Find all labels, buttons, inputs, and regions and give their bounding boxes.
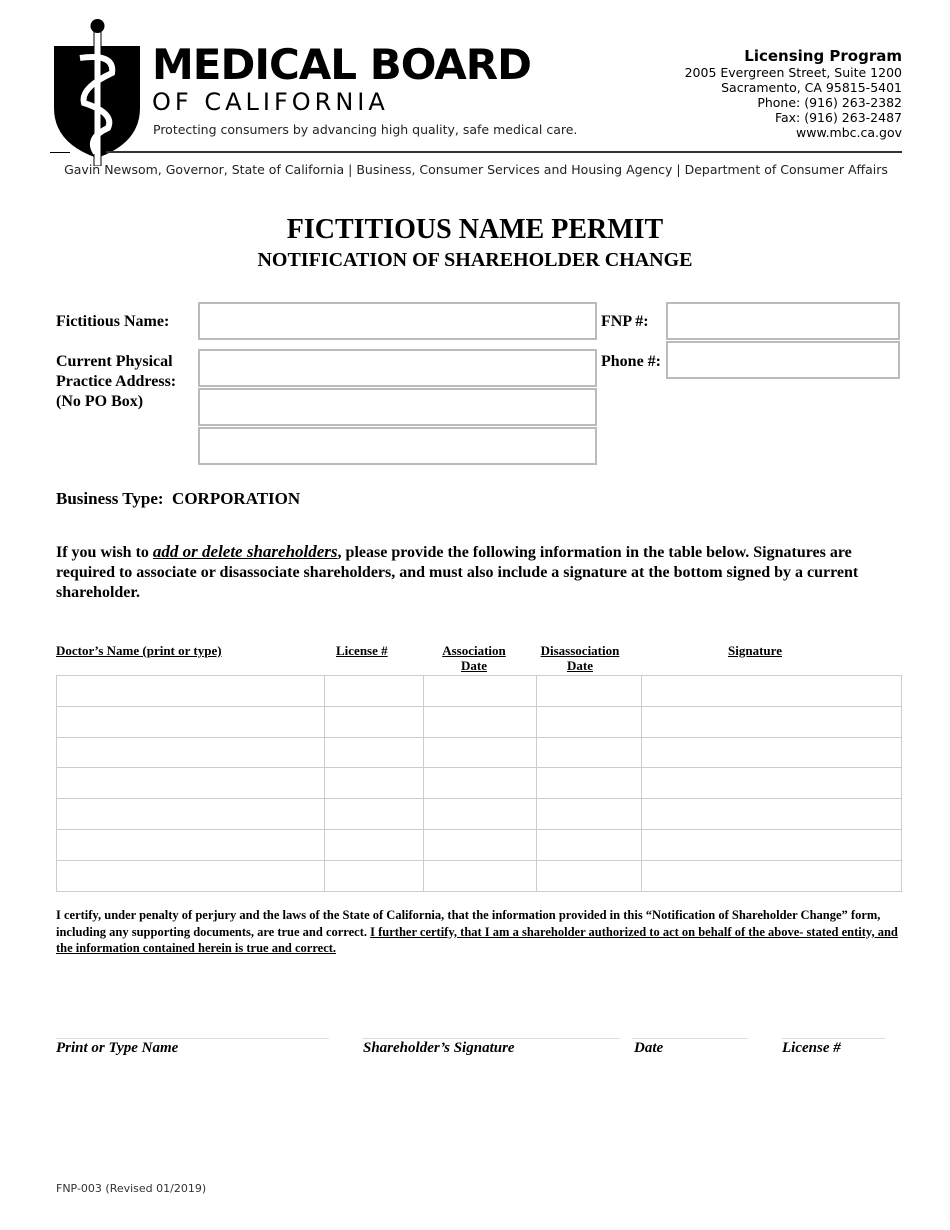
association-date-cell[interactable] xyxy=(424,737,537,768)
business-type xyxy=(56,489,300,509)
address-label xyxy=(56,352,176,412)
signature-cell[interactable] xyxy=(642,860,902,891)
association-date-cell[interactable] xyxy=(424,706,537,737)
instructions xyxy=(56,542,901,603)
col-header-signature: Signature xyxy=(728,643,782,658)
fictitious-name-input[interactable] xyxy=(198,302,597,340)
association-date-cell[interactable] xyxy=(424,768,537,799)
shareholder-signature-label: Shareholder’s Signature xyxy=(363,1040,515,1056)
instructions-text: , please provide the following information in the table below. Signatures are required to associate or disassociate shareholders, and must also include a signature at the bottom signed by a current shareholder. xyxy=(56,544,859,601)
certification-text: I certify, under penalty of perjury and the laws of the State of California, that the information provided in this “Notification of Shareholder Change” form, including any supporting documents, are true and correct. xyxy=(56,908,881,939)
tagline: Protecting consumers by advancing high quality, safe medical care. xyxy=(153,122,578,137)
print-name-line[interactable] xyxy=(56,1038,329,1039)
disassociation-date-cell[interactable] xyxy=(537,829,642,860)
doctor-name-cell[interactable] xyxy=(57,737,325,768)
association-date-cell[interactable] xyxy=(424,829,537,860)
fictitious-name-label: Fictitious Name: xyxy=(56,313,170,330)
header-divider-left xyxy=(50,152,70,153)
association-date-cell[interactable] xyxy=(424,676,537,707)
phone: Phone: (916) 263-2382 xyxy=(757,95,902,110)
phone-number-input[interactable] xyxy=(666,341,900,379)
license-cell[interactable] xyxy=(325,799,424,830)
signature-cell[interactable] xyxy=(642,799,902,830)
fnp-label: FNP #: xyxy=(601,313,649,330)
table-row xyxy=(57,737,902,768)
license-cell[interactable] xyxy=(325,860,424,891)
shareholder-signature-line[interactable] xyxy=(362,1038,620,1039)
phone-label: Phone #: xyxy=(601,353,661,370)
instructions-emphasis: add or delete shareholders xyxy=(152,542,338,561)
disassociation-date-cell[interactable] xyxy=(537,799,642,830)
disassociation-date-cell[interactable] xyxy=(537,860,642,891)
org-name: MEDICAL BOARD xyxy=(152,40,531,89)
instructions-text: If you wish to xyxy=(56,544,153,561)
table-row xyxy=(57,676,902,707)
table-row xyxy=(57,706,902,737)
disassociation-date-cell[interactable] xyxy=(537,768,642,799)
address-label-line: Current Physical xyxy=(56,353,173,370)
form-subtitle: NOTIFICATION OF SHAREHOLDER CHANGE xyxy=(257,249,693,271)
address-label-line: Practice Address: xyxy=(56,373,177,390)
address-line: Sacramento, CA 95815-5401 xyxy=(721,80,902,95)
header-line: Association xyxy=(442,643,506,658)
header-line: Disassociation xyxy=(540,643,620,658)
signature-cell[interactable] xyxy=(642,737,902,768)
header-divider xyxy=(106,151,902,153)
license-cell[interactable] xyxy=(325,737,424,768)
address-label-line: (No PO Box) xyxy=(56,393,144,410)
license-cell[interactable] xyxy=(325,676,424,707)
doctor-name-cell[interactable] xyxy=(57,768,325,799)
address-line-3-input[interactable] xyxy=(198,427,597,465)
association-date-cell[interactable] xyxy=(424,860,537,891)
col-header-doctor-name: Doctor’s Name (print or type) xyxy=(56,643,222,658)
shareholder-table xyxy=(56,675,902,892)
doctor-name-cell[interactable] xyxy=(57,706,325,737)
address-line-1-input[interactable] xyxy=(198,349,597,387)
medical-board-shield-logo xyxy=(50,18,145,166)
business-type-label: Business Type: xyxy=(56,489,164,508)
header-line: Date xyxy=(461,658,487,673)
certification-statement xyxy=(56,907,901,957)
doctor-name-cell[interactable] xyxy=(57,860,325,891)
signature-cell[interactable] xyxy=(642,676,902,707)
association-date-cell[interactable] xyxy=(424,799,537,830)
license-label: License # xyxy=(782,1040,841,1056)
doctor-name-cell[interactable] xyxy=(57,676,325,707)
form-title: FICTITIOUS NAME PERMIT xyxy=(286,214,664,245)
address-line: 2005 Evergreen Street, Suite 1200 xyxy=(684,65,902,80)
signature-cell[interactable] xyxy=(642,768,902,799)
disassociation-date-cell[interactable] xyxy=(537,706,642,737)
disassociation-date-cell[interactable] xyxy=(537,676,642,707)
table-row xyxy=(57,829,902,860)
business-type-value: CORPORATION xyxy=(172,489,301,508)
table-row xyxy=(57,860,902,891)
license-cell[interactable] xyxy=(325,768,424,799)
license-cell[interactable] xyxy=(325,706,424,737)
license-cell[interactable] xyxy=(325,829,424,860)
contact-block xyxy=(685,47,902,140)
form-id: FNP-003 (Revised 01/2019) xyxy=(56,1182,207,1195)
address-line-2-input[interactable] xyxy=(198,388,597,426)
license-line[interactable] xyxy=(782,1038,885,1039)
program-name: Licensing Program xyxy=(744,47,902,65)
agency-line: Gavin Newsom, Governor, State of California | Business, Consumer Services and Housing Agency | Department of Consumer Affairs xyxy=(64,162,888,177)
col-header-license: License # xyxy=(336,643,388,658)
doctor-name-cell[interactable] xyxy=(57,799,325,830)
date-label: Date xyxy=(634,1040,664,1056)
header-line: Date xyxy=(567,658,593,673)
website-link[interactable]: www.mbc.ca.gov xyxy=(796,125,902,140)
doctor-name-cell[interactable] xyxy=(57,829,325,860)
signature-cell[interactable] xyxy=(642,829,902,860)
fax: Fax: (916) 263-2487 xyxy=(774,110,902,125)
date-line[interactable] xyxy=(632,1038,748,1039)
col-header-disassociation-date xyxy=(534,643,626,673)
disassociation-date-cell[interactable] xyxy=(537,737,642,768)
print-name-label: Print or Type Name xyxy=(56,1040,179,1056)
col-header-association-date xyxy=(434,643,514,673)
fnp-number-input[interactable] xyxy=(666,302,900,340)
table-row xyxy=(57,768,902,799)
org-subname: OF CALIFORNIA xyxy=(152,88,389,116)
signature-cell[interactable] xyxy=(642,706,902,737)
table-row xyxy=(57,799,902,830)
certification-underlined: I further certify, that I am a shareholder authorized to act on behalf of the above- stated entity, and the information contained herein is true and correct. xyxy=(56,924,898,955)
